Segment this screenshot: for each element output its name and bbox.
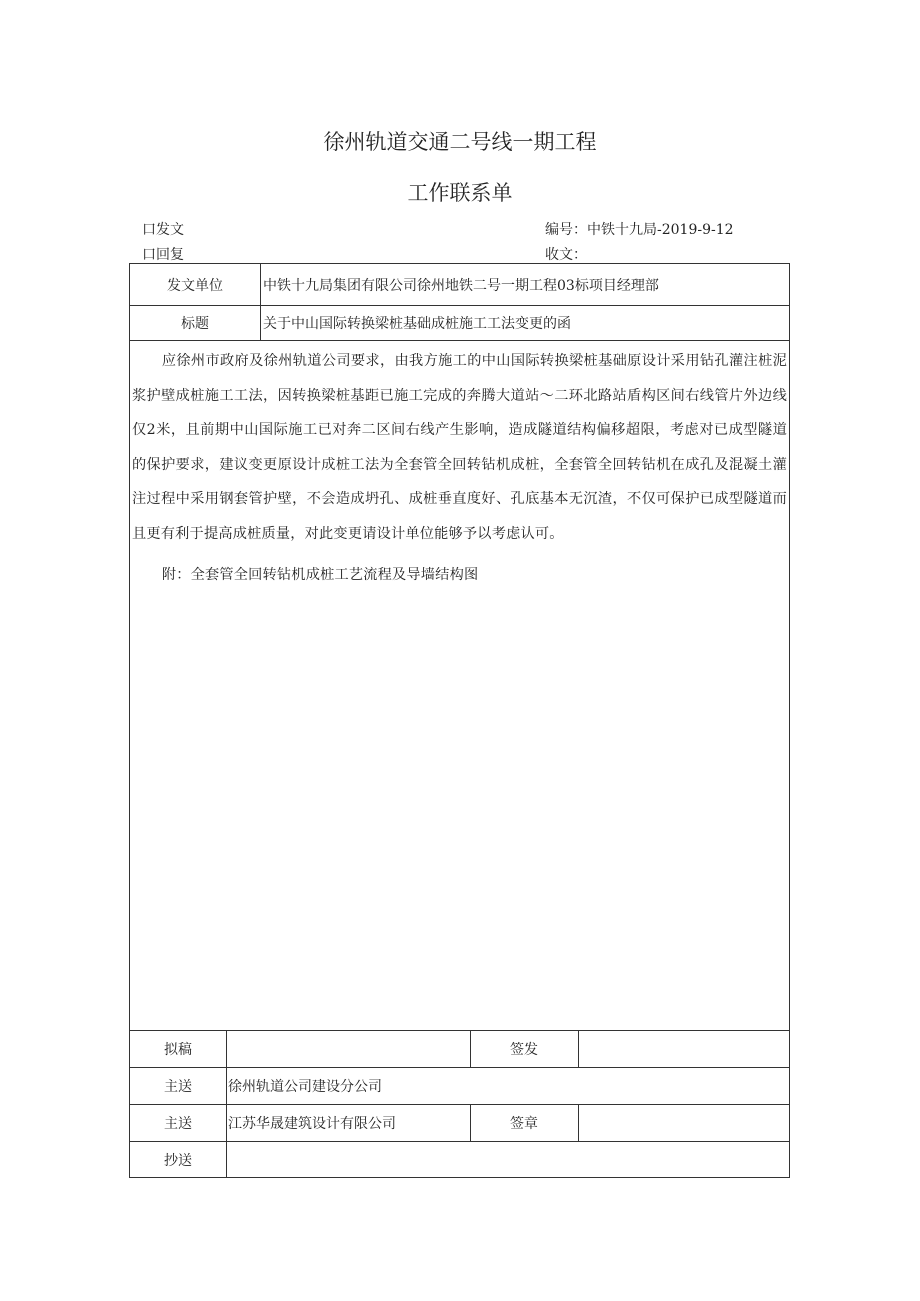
main-send-label-2: 主送 [164, 1115, 192, 1132]
sender-label: 发文单位 [167, 277, 223, 294]
column-divider [226, 1030, 227, 1178]
cc-label: 抄送 [164, 1152, 192, 1169]
reply-option: 口回复 [142, 247, 184, 263]
issue-value [580, 1030, 788, 1067]
seal-value [580, 1104, 788, 1141]
body-paragraph: 应徐州市政府及徐州轨道公司要求，由我方施工的中山国际转换梁桩基础原设计采用钻孔灌注桩泥浆护壁成桩施工工法，因转换梁桩基距已施工完成的奔腾大道站～二环北路站盾构区间右线管片外边线仅2米，且前期中山国际施工已对奔二区间右线产生影响，造成隧道结构偏移超限，考虑对已成型隧道的保护要求，建议变更原设计成桩工法为全套管全回转钻机成桩，全套管全回转钻机在成孔及混凝土灌注过程中采用钢套管护壁，不会造成坍孔、成桩垂直度好、孔底基本无沉渣，不仅可保护已成型隧道而且更有利于提高成桩质量，对此变更请设计单位能够予以考虑认可。 [132, 353, 787, 542]
issue-label: 签发 [510, 1041, 538, 1058]
main-send-value-1: 徐州轨道公司建设分公司 [228, 1078, 382, 1095]
document-title: 徐州轨道交通二号线一期工程 [323, 130, 597, 154]
document-number: 编号：中铁十九局-2019-9-12 [545, 222, 734, 238]
column-divider [578, 1104, 579, 1141]
main-send-label-1: 主送 [164, 1078, 192, 1095]
draft-label: 拟稿 [164, 1041, 192, 1058]
subject-value: 关于中山国际转换梁桩基础成桩施工工法变更的函 [263, 315, 571, 332]
receive-label: 收文： [545, 247, 587, 263]
sender-value: 中铁十九局集团有限公司徐州地铁二号一期工程03标项目经理部 [263, 277, 659, 294]
attachment-note: 附：全套管全回转钻机成桩工艺流程及导墙结构图 [161, 567, 479, 583]
main-send-value-2: 江苏华晟建筑设计有限公司 [228, 1115, 396, 1132]
send-option: 口发文 [142, 222, 184, 238]
seal-label: 签章 [510, 1115, 538, 1132]
document-subtitle: 工作联系单 [407, 181, 513, 205]
column-divider [578, 1030, 579, 1067]
subject-label: 标题 [181, 315, 209, 332]
contact-form-table [129, 263, 790, 1178]
column-divider [260, 264, 261, 340]
row-divider [130, 340, 789, 341]
draft-value [228, 1030, 468, 1067]
letter-body [132, 344, 787, 593]
cc-value [228, 1141, 788, 1178]
